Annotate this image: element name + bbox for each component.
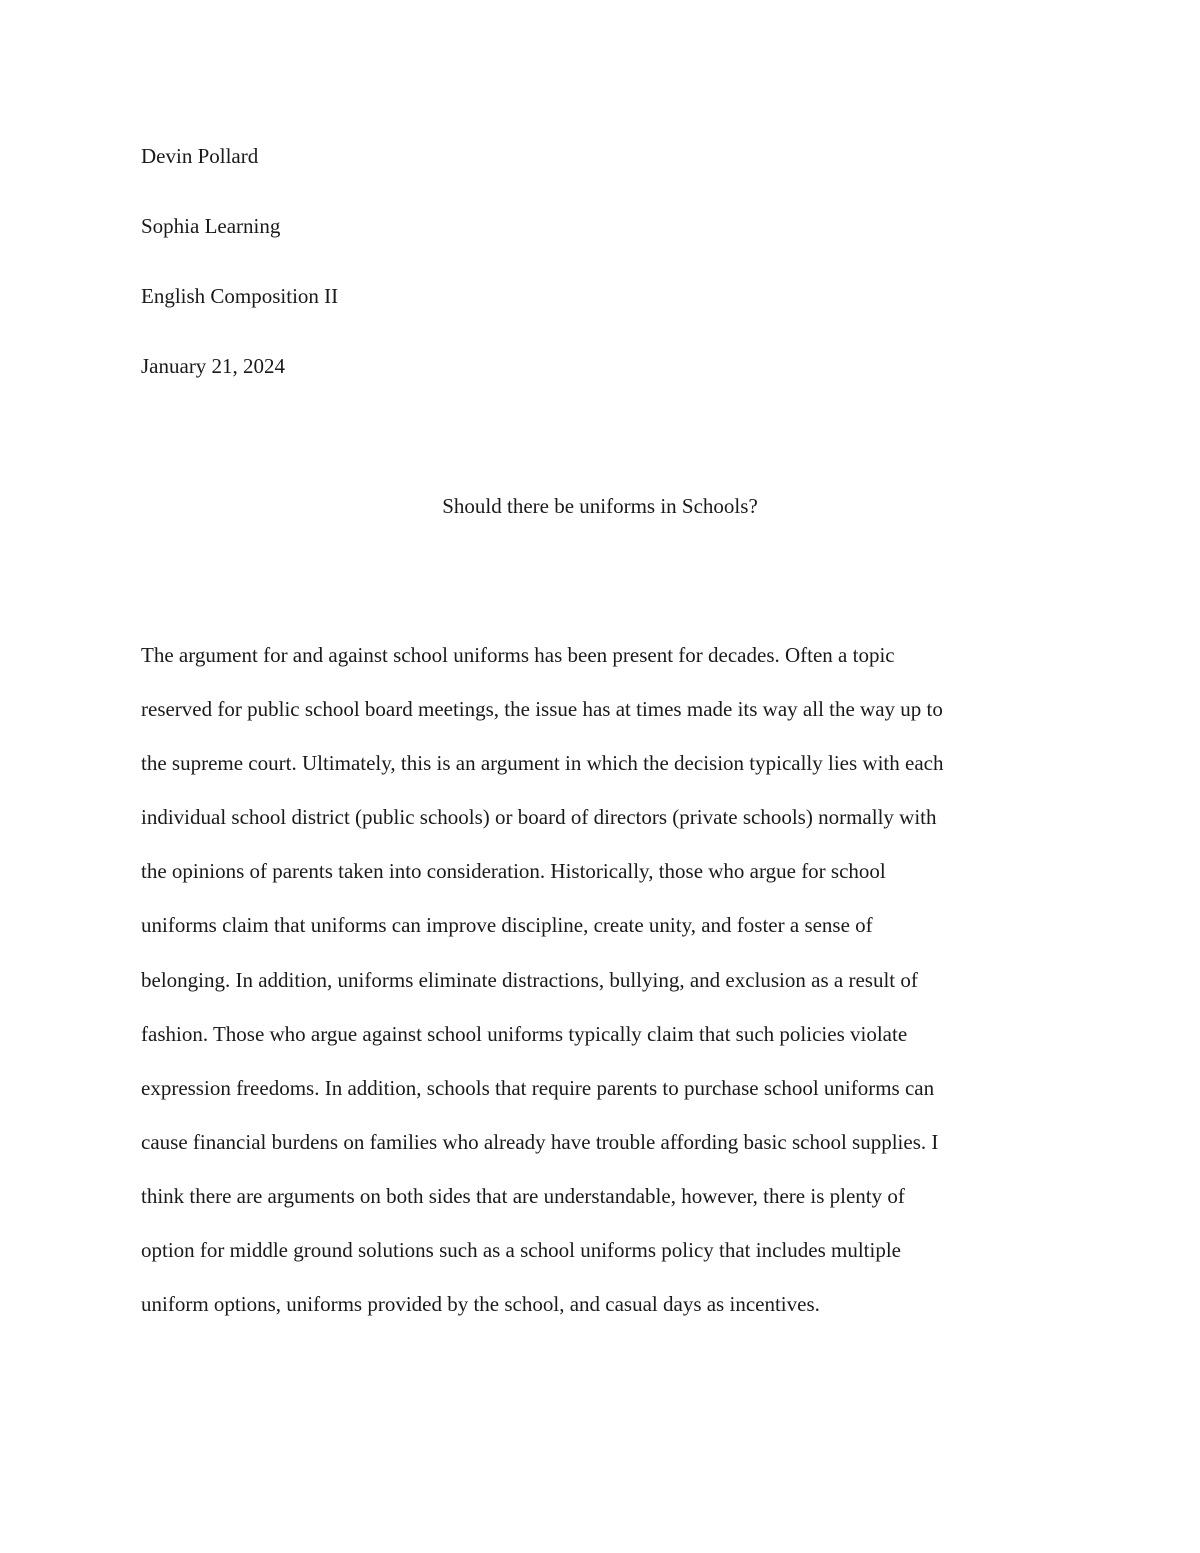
paragraph-line: think there are arguments on both sides that are understandable, however, there is plenty of [141, 1183, 905, 1208]
paragraph-line: the opinions of parents taken into consideration. Historically, those who argue for school [141, 859, 886, 884]
essay-date: January 21, 2024 [141, 354, 286, 378]
paragraph-line: reserved for public school board meetings, the issue has at times made its way all the way up to [141, 697, 943, 722]
course-name: English Composition II [141, 284, 339, 308]
paragraph-line: option for middle ground solutions such as a school uniforms policy that includes multiple [141, 1238, 901, 1263]
paragraph-line: uniforms claim that uniforms can improve discipline, create unity, and foster a sense of [141, 913, 873, 938]
paragraph-line: belonging. In addition, uniforms eliminate distractions, bullying, and exclusion as a result of [141, 967, 918, 992]
paragraph-line: the supreme court. Ultimately, this is an argument in which the decision typically lies with each [141, 751, 944, 776]
paragraph-line: fashion. Those who argue against school uniforms typically claim that such policies violate [141, 1021, 908, 1046]
paragraph-line: The argument for and against school uniforms has been present for decades. Often a topic [141, 643, 895, 667]
author-name: Devin Pollard [141, 144, 259, 168]
institution-name: Sophia Learning [141, 214, 281, 238]
paragraph-line: individual school district (public schools) or board of directors (private schools) normally with [141, 805, 937, 830]
paragraph-line: cause financial burdens on families who already have trouble affording basic school supplies. I [141, 1129, 939, 1154]
essay-title: Should there be uniforms in Schools? [442, 494, 758, 518]
essay-heading [141, 141, 338, 421]
paragraph-line: expression freedoms. In addition, schools that require parents to purchase school uniforms can [141, 1075, 935, 1100]
essay-paragraph [141, 628, 1061, 1331]
paragraph-line: uniform options, uniforms provided by the school, and casual days as incentives. [141, 1292, 820, 1317]
